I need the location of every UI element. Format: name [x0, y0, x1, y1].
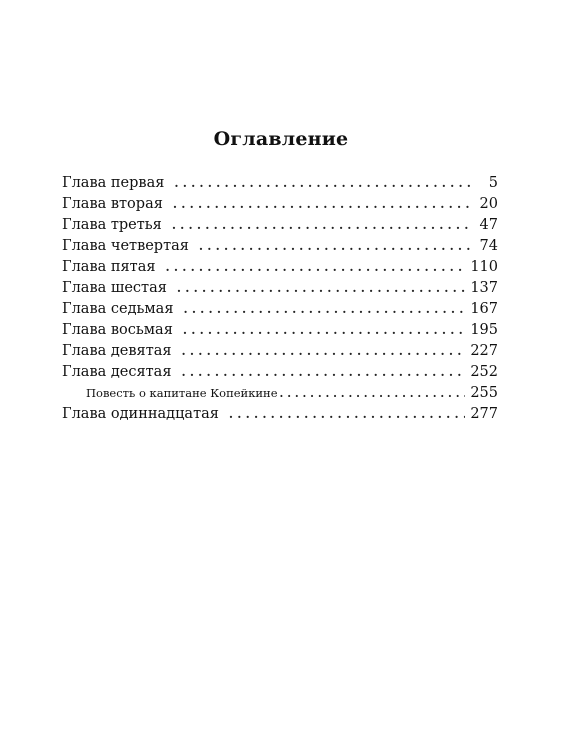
- toc-entry-page: 252: [470, 364, 498, 380]
- dot-leader: [183, 299, 465, 320]
- toc-entry-page: 195: [470, 322, 498, 338]
- toc-entry-label: Глава восьмая: [62, 322, 173, 338]
- toc-entry[interactable]: [62, 194, 498, 215]
- dot-leader: [172, 215, 471, 236]
- toc-entry-label: Глава вторая: [62, 196, 163, 212]
- toc-entry-page: 227: [470, 343, 498, 359]
- toc-entry-page: 20: [479, 196, 498, 212]
- dot-leader: [183, 320, 465, 341]
- toc-entry-label: Глава пятая: [62, 259, 156, 275]
- toc-entry[interactable]: [62, 257, 498, 278]
- toc-entry-label: Глава первая: [62, 175, 165, 191]
- toc-entry-label: Глава четвертая: [62, 238, 189, 254]
- toc-entry-label: Повесть о капитане Копейкине: [86, 386, 278, 400]
- toc-entry-page: 255: [470, 385, 498, 401]
- toc-entry[interactable]: [62, 404, 498, 425]
- toc-entry-label: Глава десятая: [62, 364, 172, 380]
- toc-entry[interactable]: [62, 320, 498, 341]
- toc-entry-page: 277: [470, 406, 498, 422]
- toc-entry[interactable]: [62, 341, 498, 362]
- toc-entry[interactable]: [62, 299, 498, 320]
- toc-entry[interactable]: [62, 236, 498, 257]
- dot-leader: [181, 362, 465, 383]
- toc-entry[interactable]: [62, 278, 498, 299]
- dot-leader: [174, 173, 471, 194]
- dot-leader: [229, 404, 465, 425]
- dot-leader: [177, 278, 465, 299]
- toc-entry-page: 5: [488, 175, 498, 191]
- toc-entry-label: Глава седьмая: [62, 301, 174, 317]
- dot-leader: [173, 194, 471, 215]
- toc-entry[interactable]: [62, 173, 498, 194]
- toc-entry[interactable]: [62, 362, 498, 383]
- toc-entry-label: Глава одиннадцатая: [62, 406, 219, 422]
- toc-entry-page: 47: [479, 217, 498, 233]
- dot-leader: [166, 257, 466, 278]
- dot-leader: [280, 383, 466, 404]
- toc-entry-label: Глава шестая: [62, 280, 167, 296]
- page-title: Оглавление: [213, 128, 349, 150]
- toc-entry[interactable]: [62, 215, 498, 236]
- toc-entry-page: 74: [479, 238, 498, 254]
- toc-entry-page: 167: [470, 301, 498, 317]
- dot-leader: [199, 236, 471, 257]
- table-of-contents: [62, 173, 498, 425]
- toc-subentry[interactable]: [62, 383, 498, 404]
- toc-entry-label: Глава девятая: [62, 343, 172, 359]
- toc-entry-page: 137: [470, 280, 498, 296]
- toc-entry-label: Глава третья: [62, 217, 162, 233]
- toc-entry-page: 110: [470, 259, 498, 275]
- dot-leader: [182, 341, 466, 362]
